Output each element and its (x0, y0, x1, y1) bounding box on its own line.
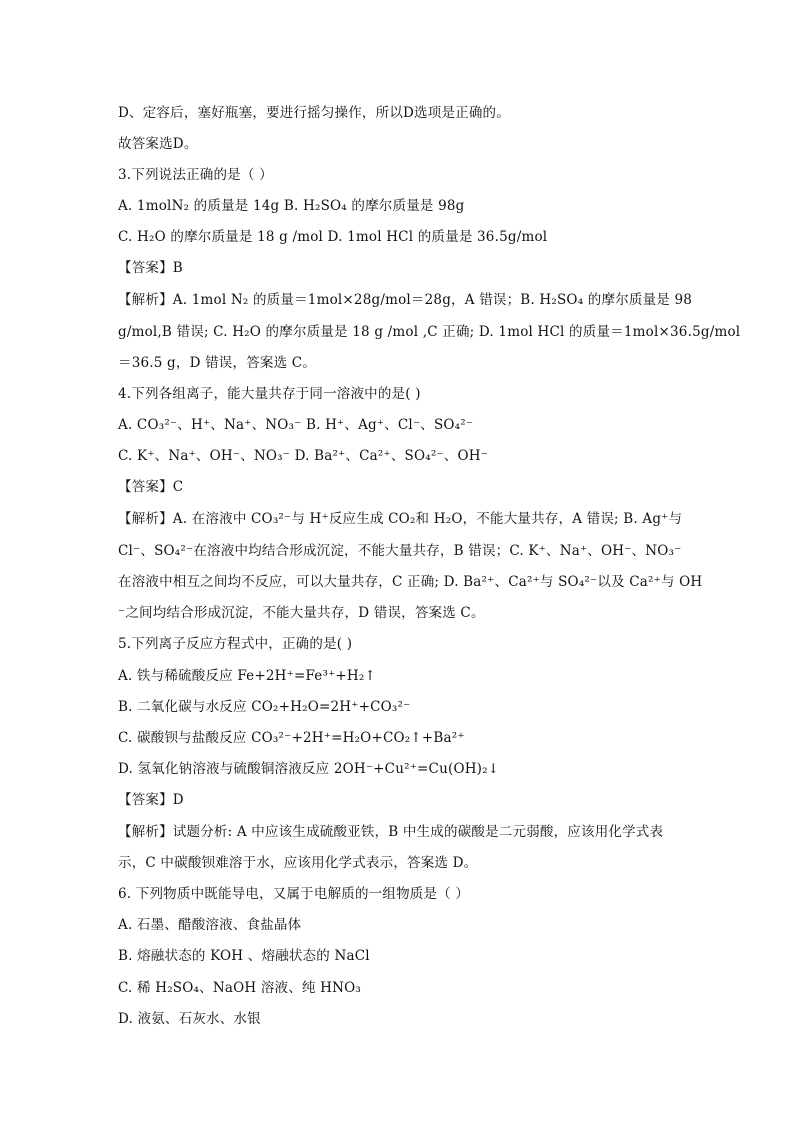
question-6-option-c: C. 稀 H₂SO₄、NaOH 溶液、纯 HNO₃ (118, 980, 361, 996)
question-6-stem: 6. 下列物质中既能导电，又属于电解质的一组物质是（ ） (118, 886, 470, 902)
question-4-answer: 【答案】C (118, 479, 184, 495)
question-4-options-cd: C. K⁺、Na⁺、OH⁻、NO₃⁻ D. Ba²⁺、Ca²⁺、SO₄²⁻、OH⁻ (118, 448, 489, 464)
question-4-analysis: 在溶液中相互之间均不反应，可以大量共存，C 正确; D. Ba²⁺、Ca²⁺与 SO₄²⁻以及 Ca²⁺与 OH (118, 574, 703, 590)
question-5-option-d: D. 氢氧化钠溶液与硫酸铜溶液反应 2OH⁻+Cu²⁺=Cu(OH)₂↓ (118, 761, 500, 777)
question-5-answer: 【答案】D (118, 792, 184, 808)
question-6-option-b: B. 熔融状态的 KOH 、熔融状态的 NaCl (118, 948, 370, 964)
question-6-option-a: A. 石墨、醋酸溶液、食盐晶体 (118, 917, 302, 933)
question-6-option-d: D. 液氨、石灰水、水银 (118, 1011, 261, 1027)
question-3-options-ab: A. 1molN₂ 的质量是 14g B. H₂SO₄ 的摩尔质量是 98g (118, 198, 465, 214)
question-5-option-c: C. 碳酸钡与盐酸反应 CO₃²⁻+2H⁺=H₂O+CO₂↑+Ba²⁺ (118, 730, 465, 746)
question-5-option-a: A. 铁与稀硫酸反应 Fe+2H⁺=Fe³⁺+H₂↑ (118, 668, 377, 684)
text-line: D、定容后，塞好瓶塞，要进行摇匀操作，所以D选项是正确的。 (118, 105, 510, 121)
text-line: 故答案选D。 (118, 136, 198, 152)
question-4-analysis: ⁻之间均结合形成沉淀，不能大量共存，D 错误，答案选 C。 (118, 605, 485, 621)
question-5-analysis: 示，C 中碳酸钡难溶于水，应该用化学式表示，答案选 D。 (118, 855, 478, 871)
question-4-analysis: Cl⁻、SO₄²⁻在溶液中均结合形成沉淀，不能大量共存，B 错误；C. K⁺、Na⁺、OH⁻、NO₃⁻ (118, 543, 682, 559)
question-3-analysis: 【解析】A. 1mol N₂ 的质量＝1mol×28g/mol＝28g，A 错误；B. H₂SO₄ 的摩尔质量是 98 (118, 292, 693, 308)
question-3-answer: 【答案】B (118, 260, 183, 276)
question-3-analysis: ＝36.5 g，D 错误，答案选 C。 (118, 355, 317, 371)
question-4-options-ab: A. CO₃²⁻、H⁺、Na⁺、NO₃⁻ B. H⁺、Ag⁺、Cl⁻、SO₄²⁻ (118, 417, 474, 433)
question-3-options-cd: C. H₂O 的摩尔质量是 18 g /mol D. 1mol HCl 的质量是 36.5g/mol (118, 229, 548, 245)
question-3-analysis: g/mol,B 错误; C. H₂O 的摩尔质量是 18 g /mol ,C 正确; D. 1mol HCl 的质量＝1mol×36.5g/mol (118, 324, 741, 340)
question-3-stem: 3.下列说法正确的是（ ） (118, 167, 273, 183)
question-5-stem: 5.下列离子反应方程式中，正确的是( ) (118, 636, 353, 652)
question-5-analysis: 【解析】试题分析: A 中应该生成硫酸亚铁，B 中生成的碳酸是二元弱酸，应该用化学式表 (118, 824, 664, 840)
question-4-stem: 4.下列各组离子，能大量共存于同一溶液中的是( ) (118, 386, 421, 402)
question-5-option-b: B. 二氧化碳与水反应 CO₂+H₂O=2H⁺+CO₃²⁻ (118, 699, 411, 715)
question-4-analysis: 【解析】A. 在溶液中 CO₃²⁻与 H⁺反应生成 CO₂和 H₂O，不能大量共存，A 错误; B. Ag⁺与 (118, 511, 683, 527)
